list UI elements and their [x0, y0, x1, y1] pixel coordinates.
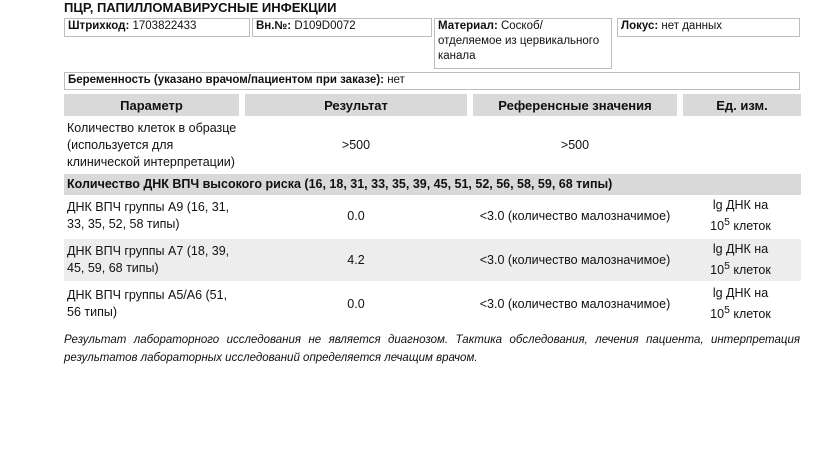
- row-result: 0.0: [347, 208, 365, 223]
- table-row: [64, 239, 801, 281]
- row-unit: lg ДНК на $10^5$ клеток: [710, 285, 771, 322]
- cell-count-result: >500: [341, 137, 371, 152]
- locus-value: нет данных: [661, 20, 723, 32]
- cell-count-unit: [680, 116, 801, 174]
- cell-count-param: Количество клеток в образце (используется для клинической интерпретации): [67, 120, 237, 169]
- locus-label: Локус:: [621, 20, 659, 32]
- row-reference: <3.0 (количество малозначимое): [470, 239, 680, 281]
- header-unit: Ед. изм.: [680, 94, 801, 116]
- table-header-row: [64, 94, 801, 116]
- internal-number-value: D109D0072: [294, 20, 356, 32]
- table-row: [64, 283, 801, 325]
- row-reference: <3.0 (количество малозначимое): [479, 296, 671, 311]
- table-row: [64, 116, 801, 174]
- pregnancy-label: Беременность (указано врачом/пациентом при заказе):: [68, 74, 384, 86]
- row-result: 0.0: [347, 296, 365, 311]
- barcode-value: 1703822433: [132, 20, 197, 32]
- results-table: [64, 94, 801, 325]
- cell-count-reference: >500: [560, 137, 590, 152]
- row-param: ДНК ВПЧ группы А5/А6 (51, 56 типы): [67, 288, 228, 319]
- table-row: [64, 195, 801, 237]
- disclaimer-note: Результат лабораторного исследования не является диагнозом. Тактика обследования, лечения пациента, интерпретация результатов лабораторных исследований определяется лечащим врачом.: [64, 334, 800, 364]
- material-label: Материал:: [438, 20, 498, 32]
- row-unit: lg ДНК на $10^5$ клеток: [710, 197, 771, 234]
- internal-number-label: Вн.№:: [256, 20, 292, 32]
- section-title: Количество ДНК ВПЧ высокого риска (16, 18, 31, 33, 35, 39, 45, 51, 52, 56, 58, 59, 68 типы): [64, 174, 801, 195]
- barcode-label: Штрихкод:: [68, 20, 130, 32]
- row-unit: lg ДНК на $10^5$ клеток: [680, 239, 801, 281]
- section-row: [64, 174, 801, 195]
- material-value: Соскоб/ отделяемое из цервикального канала: [438, 20, 600, 62]
- report-title: ПЦР, ПАПИЛЛОМАВИРУСНЫЕ ИНФЕКЦИИ: [64, 0, 337, 15]
- locus-field: [617, 18, 800, 37]
- pregnancy-field: [64, 72, 800, 90]
- row-result: 4.2: [242, 239, 470, 281]
- header-result: Результат: [242, 94, 470, 116]
- header-parameter: Параметр: [64, 94, 242, 116]
- pregnancy-value: нет: [387, 74, 405, 86]
- barcode-field: [64, 18, 250, 37]
- internal-number-field: [252, 18, 432, 37]
- row-param: ДНК ВПЧ группы А9 (16, 31, 33, 35, 52, 58 типы): [67, 200, 230, 231]
- row-reference: <3.0 (количество малозначимое): [479, 208, 671, 223]
- row-param: ДНК ВПЧ группы А7 (18, 39, 45, 59, 68 типы): [64, 239, 242, 281]
- header-reference: Референсные значения: [470, 94, 680, 116]
- material-field: [434, 18, 612, 69]
